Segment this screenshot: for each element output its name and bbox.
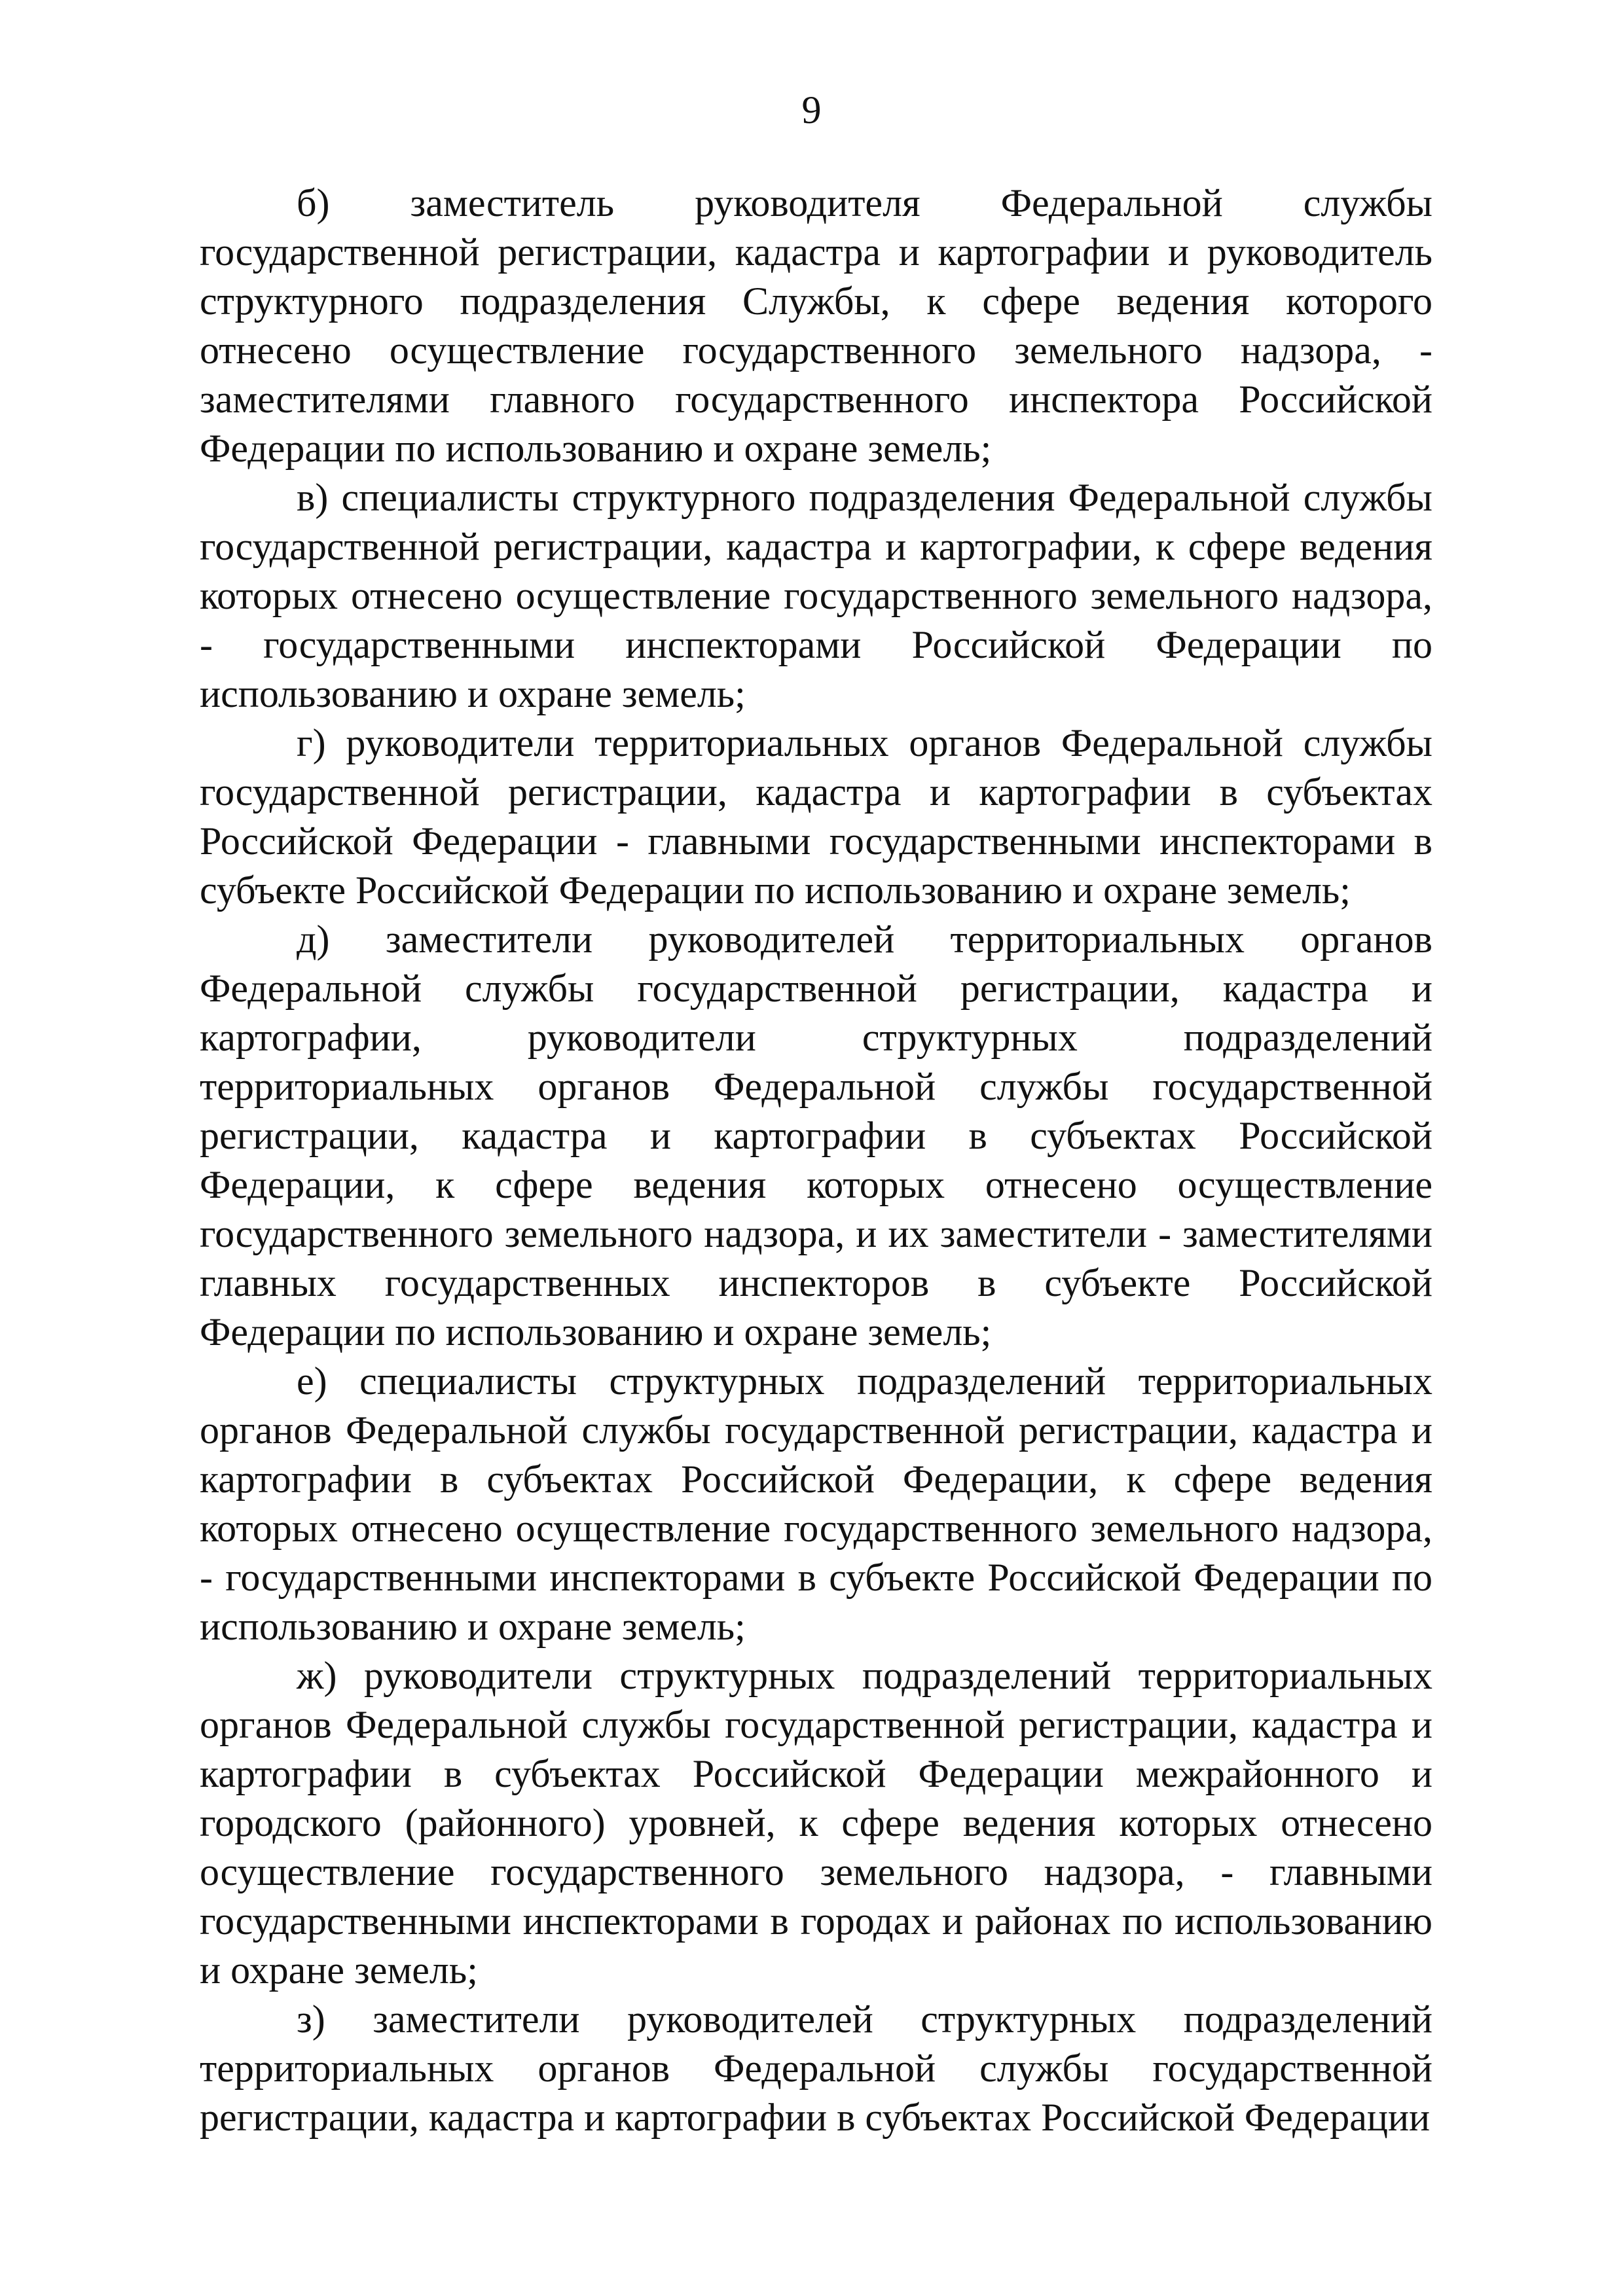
paragraph-g: г) руководители территориальных органов Федеральной службы государственной регистрации, кадастра и картографии в субъектах Российской Федерации - главными государственными инспекторами в субъекте Российской Федерации по использованию и охране земель;	[200, 721, 1432, 912]
document-body	[200, 179, 1432, 2142]
paragraph-zh: ж) руководители структурных подразделений территориальных органов Федеральной службы государственной регистрации, кадастра и картографии в субъектах Российской Федерации межрайонного и городского (районного) уровней, к сфере ведения которых отнесено осуществление государственного земельного надзора, - главными государственными инспекторами в городах и районах по использованию и охране земель;	[200, 1654, 1432, 1992]
paragraph-z: з) заместители руководителей структурных подразделений территориальных органов Федеральной службы государственной регистрации, кадастра и картографии в субъектах Российской Федерации	[200, 1998, 1432, 2139]
paragraph-v: в) специалисты структурного подразделения Федеральной службы государственной регистрации, кадастра и картографии, к сфере ведения которых отнесено осуществление государственного земельного надзора, - государственными инспекторами Российской Федерации по использованию и охране земель;	[200, 476, 1432, 715]
page-number: 9	[801, 88, 822, 132]
paragraph-d: д) заместители руководителей территориальных органов Федеральной службы государственной регистрации, кадастра и картографии, руководители структурных подразделений территориальных органов Федеральной службы государственной регистрации, кадастра и картографии в субъектах Российской Федерации, к сфере ведения которых отнесено осуществление государственного земельного надзора, и их заместители - заместителями главных государственных инспекторов в субъекте Российской Федерации по использованию и охране земель;	[200, 918, 1432, 1354]
paragraph-e: е) специалисты структурных подразделений территориальных органов Федеральной службы государственной регистрации, кадастра и картографии в субъектах Российской Федерации, к сфере ведения которых отнесено осуществление государственного земельного надзора, - государственными инспекторами в субъекте Российской Федерации по использованию и охране земель;	[200, 1359, 1432, 1648]
paragraph-b: б) заместитель руководителя Федеральной службы государственной регистрации, кадастра и картографии и руководитель структурного подразделения Службы, к сфере ведения которого отнесено осуществление государственного земельного надзора, - заместителями главного государственного инспектора Российской Федерации по использованию и охране земель;	[200, 181, 1432, 470]
